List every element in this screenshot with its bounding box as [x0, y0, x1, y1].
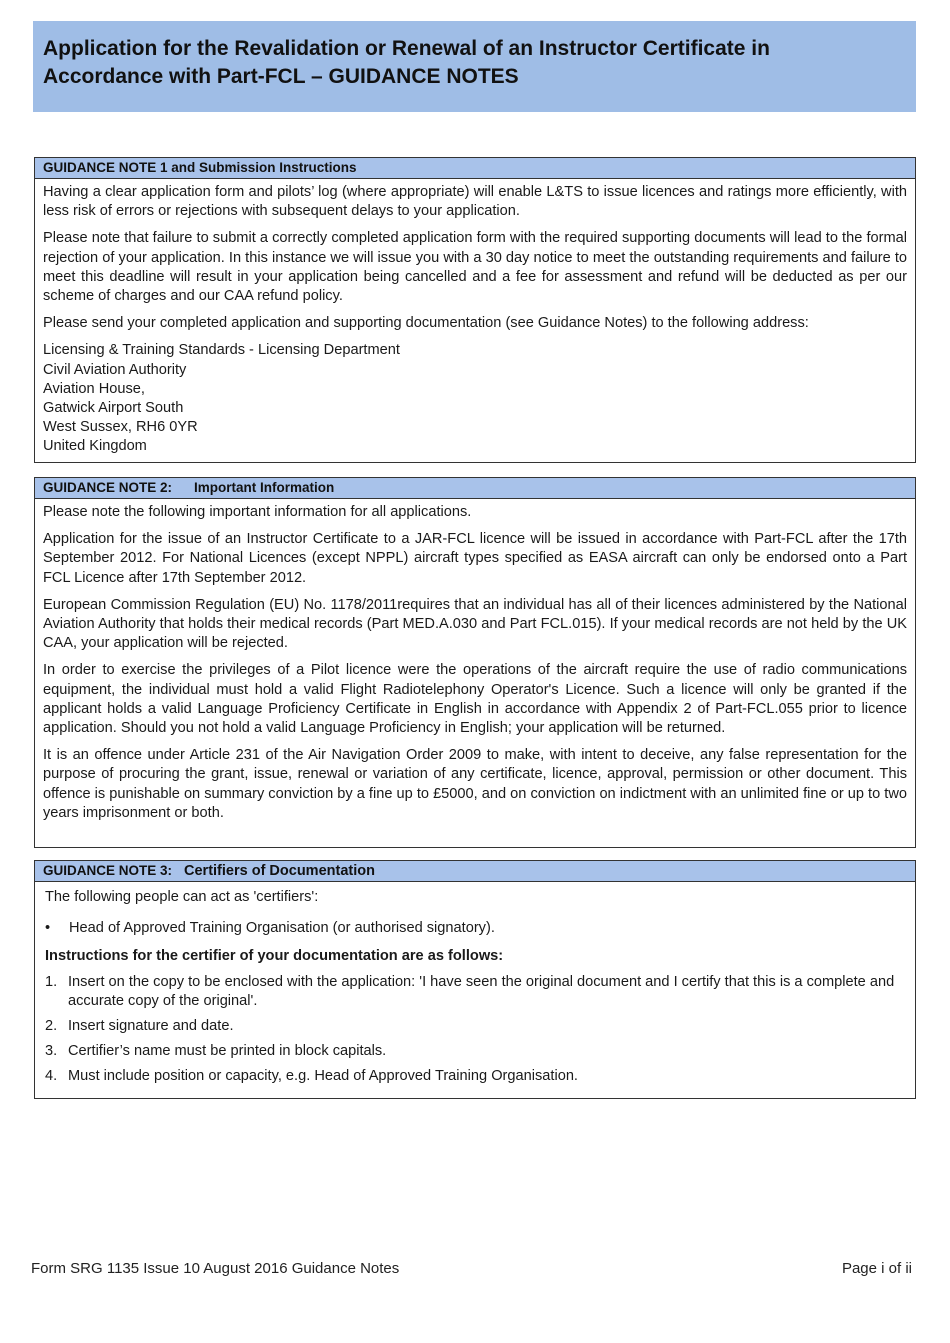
step-text: Insert on the copy to be enclosed with the application: 'I have seen the original document and I certify that this is a complete and accurate copy of the original'.: [68, 973, 895, 1009]
page-number: Page i of ii: [841, 1260, 912, 1277]
guidance-note-3-label: GUIDANCE NOTE 3:: [43, 863, 173, 878]
paragraph: European Commission Regulation (EU) No. 1178/2011requires that an individual has all of their licences administered by the National Aviation Authority that holds their medical records (Part MED.A.030 and Part FCL.015). If your medical records are not held by the UK CAA, your application will be rejected.: [43, 596, 907, 652]
guidance-note-2: [34, 477, 916, 848]
address-line: Licensing & Training Standards - Licensing Department: [43, 342, 400, 359]
step-number: 3.: [45, 1043, 58, 1060]
instructions-title: Instructions for the certifier of your documentation are as follows:: [45, 948, 504, 965]
paragraph: Please note that failure to submit a correctly completed application form with the required supporting documents will lead to the formal rejection of your application. In this instance we will issue you with a 30 day notice to meet the outstanding requirements and failure to meet this deadline will result in your application being cancelled and a fee for assessment and refund will be deducted as per our scheme of charges and our CAA refund policy.: [43, 230, 907, 305]
step-text: Certifier’s name must be printed in block capitals.: [68, 1043, 387, 1060]
paragraph: In order to exercise the privileges of a Pilot licence were the operations of the aircraft require the use of radio communications equipment, the individual must hold a valid Flight Radiotelephony Operator's Licence. Such a licence will only be granted if the applicant holds a valid Language Proficiency Certificate in English in accordance with Appendix 2 of Part-FCL.055 prior to licence application. Should you not hold a valid Language Proficiency in English; your application will be returned.: [43, 662, 907, 737]
step-number: 2.: [45, 1018, 58, 1035]
address-line: Aviation House,: [43, 380, 145, 397]
list-item: [45, 1042, 905, 1061]
guidance-note-2-title: Important Information: [194, 480, 335, 495]
form-reference: Form SRG 1135 Issue 10 August 2016 Guidance Notes: [31, 1260, 400, 1277]
address-line: Gatwick Airport South: [43, 400, 184, 417]
bullet-marker: •: [45, 920, 51, 937]
bullet-text: Head of Approved Training Organisation (or authorised signatory).: [69, 920, 495, 937]
title-banner: [33, 21, 916, 112]
guidance-note-1-body: [35, 179, 915, 464]
guidance-note-2-heading: [35, 478, 915, 499]
paragraph: Having a clear application form and pilots’ log (where appropriate) will enable L&TS to issue licences and ratings more efficiently, with less risk of errors or rejections with subsequent delays to your application.: [43, 184, 907, 220]
guidance-note-3: [34, 860, 916, 1099]
paragraph: Application for the issue of an Instructor Certificate to a JAR-FCL licence will be issued in accordance with Part-FCL after the 17th September 2012. For National Licences (except NPPL) aircraft types specified as EASA aircraft can only be endorsed onto a Part FCL Licence after 17th September 2012.: [43, 531, 907, 586]
paragraph: Please note the following important information for all applications.: [43, 504, 472, 520]
address-line: Civil Aviation Authority: [43, 361, 187, 378]
guidance-note-1-heading: GUIDANCE NOTE 1 and Submission Instructions: [35, 158, 915, 179]
list-item: [45, 919, 905, 938]
list-item: [45, 1017, 905, 1036]
guidance-note-3-body: [35, 882, 915, 1087]
document-title: [43, 35, 906, 91]
step-number: 1.: [45, 973, 58, 990]
step-number: 4.: [45, 1068, 58, 1085]
step-text: Must include position or capacity, e.g. Head of Approved Training Organisation.: [68, 1068, 578, 1085]
guidance-note-3-title: Certifiers of Documentation: [184, 863, 375, 879]
list-item: [45, 1067, 905, 1086]
list-item: [45, 973, 905, 1011]
guidance-note-3-heading: [35, 861, 915, 882]
paragraph: It is an offence under Article 231 of the Air Navigation Order 2009 to make, with intent to deceive, any false representation for the purpose of procuring the grant, issue, renewal or variation of any certificate, licence, approval, permission or other document. This offence is punishable on summary conviction by a fine up to £5000, and on conviction on indictment with an unlimited fine or up to two years imprisonment or both.: [43, 747, 907, 821]
guidance-note-1: [34, 157, 916, 463]
address-line: United Kingdom: [43, 438, 147, 455]
certifiers-intro: The following people can act as 'certifiers':: [45, 889, 319, 905]
title-line-2: Accordance with Part-FCL – GUIDANCE NOTES: [43, 65, 519, 88]
guidance-note-2-label: GUIDANCE NOTE 2:: [43, 480, 173, 495]
postal-address: [43, 341, 907, 456]
guidance-note-2-body: [35, 499, 915, 830]
paragraph: Please send your completed application and supporting documentation (see Guidance Notes) to the following address:: [43, 315, 809, 332]
title-line-1: Application for the Revalidation or Renewal of an Instructor Certificate in: [43, 37, 770, 60]
address-line: West Sussex, RH6 0YR: [43, 419, 198, 436]
instruction-steps: [45, 973, 905, 1087]
step-text: Insert signature and date.: [68, 1018, 234, 1035]
